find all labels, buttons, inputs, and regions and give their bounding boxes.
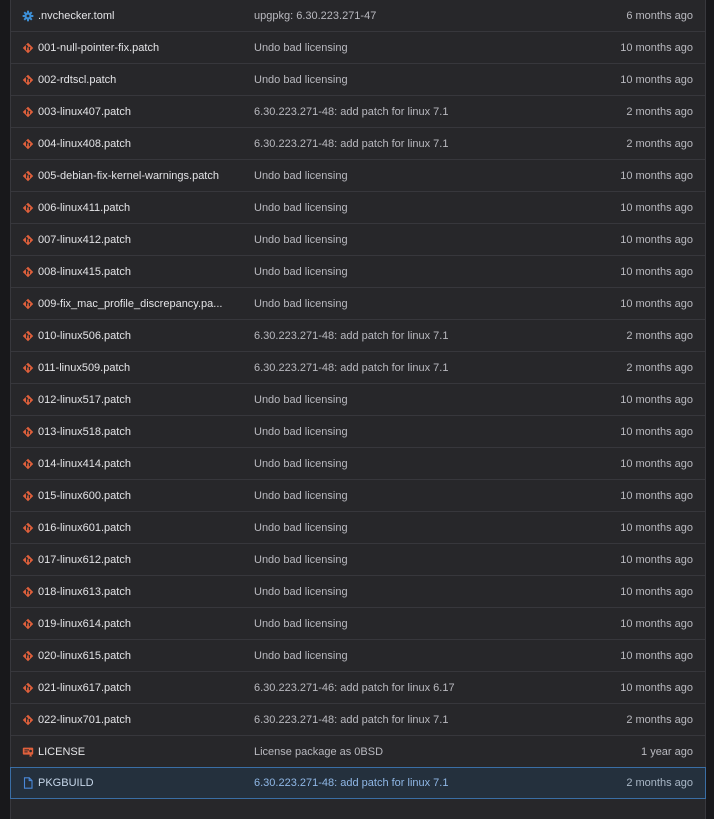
file-icon bbox=[22, 777, 34, 789]
commit-message-link[interactable]: Undo bad licensing bbox=[254, 521, 348, 534]
file-row[interactable] bbox=[11, 639, 705, 671]
commit-message-link[interactable]: 6.30.223.271-48: add patch for linux 7.1 bbox=[254, 361, 449, 374]
file-name-link[interactable]: 002-rdtscl.patch bbox=[38, 73, 117, 86]
file-row[interactable] bbox=[11, 703, 705, 735]
git-diff-icon bbox=[22, 362, 34, 374]
file-row[interactable] bbox=[11, 351, 705, 383]
file-name-link[interactable]: 014-linux414.patch bbox=[38, 457, 131, 470]
commit-time: 2 months ago bbox=[626, 105, 693, 118]
file-name-link[interactable]: 004-linux408.patch bbox=[38, 137, 131, 150]
commit-time: 10 months ago bbox=[620, 649, 693, 662]
git-diff-icon bbox=[22, 298, 34, 310]
license-icon bbox=[22, 746, 34, 758]
commit-time: 2 months ago bbox=[626, 329, 693, 342]
commit-time: 10 months ago bbox=[620, 265, 693, 278]
commit-message-link[interactable]: 6.30.223.271-48: add patch for linux 7.1 bbox=[254, 713, 449, 726]
commit-message-link[interactable]: Undo bad licensing bbox=[254, 553, 348, 566]
commit-message-link[interactable]: Undo bad licensing bbox=[254, 649, 348, 662]
file-name-link[interactable]: 022-linux701.patch bbox=[38, 713, 131, 726]
commit-message-link[interactable]: Undo bad licensing bbox=[254, 41, 348, 54]
file-row[interactable] bbox=[11, 191, 705, 223]
git-diff-icon bbox=[22, 394, 34, 406]
file-name-link[interactable]: 008-linux415.patch bbox=[38, 265, 131, 278]
commit-time: 10 months ago bbox=[620, 681, 693, 694]
file-row[interactable] bbox=[11, 543, 705, 575]
commit-message-link[interactable]: Undo bad licensing bbox=[254, 489, 348, 502]
git-diff-icon bbox=[22, 330, 34, 342]
git-diff-icon bbox=[22, 426, 34, 438]
commit-message-link[interactable]: 6.30.223.271-48: add patch for linux 7.1 bbox=[254, 329, 449, 342]
commit-message-link[interactable]: upgpkg: 6.30.223.271-47 bbox=[254, 9, 377, 22]
commit-message-link[interactable]: Undo bad licensing bbox=[254, 425, 348, 438]
commit-message-link[interactable]: Undo bad licensing bbox=[254, 169, 348, 182]
commit-message-link[interactable]: Undo bad licensing bbox=[254, 617, 348, 630]
git-diff-icon bbox=[22, 554, 34, 566]
file-name-link[interactable]: 021-linux617.patch bbox=[38, 681, 131, 694]
commit-time: 2 months ago bbox=[626, 777, 693, 789]
file-name-link[interactable]: 005-debian-fix-kernel-warnings.patch bbox=[38, 169, 219, 182]
commit-time: 10 months ago bbox=[620, 553, 693, 566]
commit-time: 10 months ago bbox=[620, 201, 693, 214]
file-row[interactable] bbox=[11, 671, 705, 703]
git-diff-icon bbox=[22, 618, 34, 630]
file-row[interactable] bbox=[11, 63, 705, 95]
file-row[interactable] bbox=[11, 223, 705, 255]
file-row[interactable] bbox=[11, 287, 705, 319]
commit-message-link[interactable]: Undo bad licensing bbox=[254, 73, 348, 86]
commit-message-link[interactable]: 6.30.223.271-48: add patch for linux 7.1 bbox=[254, 105, 449, 118]
git-diff-icon bbox=[22, 586, 34, 598]
git-diff-icon bbox=[22, 42, 34, 54]
file-row[interactable] bbox=[11, 95, 705, 127]
git-diff-icon bbox=[22, 266, 34, 278]
file-row[interactable] bbox=[11, 0, 705, 31]
commit-message-link[interactable]: License package as 0BSD bbox=[254, 745, 384, 758]
file-row[interactable] bbox=[11, 607, 705, 639]
file-name-link[interactable]: 015-linux600.patch bbox=[38, 489, 131, 502]
file-name-link[interactable]: 001-null-pointer-fix.patch bbox=[38, 41, 160, 54]
commit-time: 2 months ago bbox=[626, 361, 693, 374]
git-diff-icon bbox=[22, 74, 34, 86]
file-row[interactable] bbox=[11, 447, 705, 479]
commit-message-link[interactable]: Undo bad licensing bbox=[254, 585, 348, 598]
file-name-link[interactable]: 009-fix_mac_profile_discrepancy.pa... bbox=[38, 297, 223, 310]
git-diff-icon bbox=[22, 522, 34, 534]
file-row[interactable] bbox=[11, 735, 705, 767]
file-name-link[interactable]: 010-linux506.patch bbox=[38, 329, 131, 342]
commit-message-link[interactable]: 6.30.223.271-46: add patch for linux 6.17 bbox=[254, 681, 455, 694]
commit-time: 10 months ago bbox=[620, 457, 693, 470]
git-diff-icon bbox=[22, 714, 34, 726]
file-row[interactable] bbox=[11, 159, 705, 191]
file-row[interactable] bbox=[11, 479, 705, 511]
commit-time: 10 months ago bbox=[620, 297, 693, 310]
file-name-link[interactable]: 019-linux614.patch bbox=[38, 617, 131, 630]
file-row[interactable] bbox=[11, 127, 705, 159]
commit-message-link[interactable]: Undo bad licensing bbox=[254, 297, 348, 310]
file-name-link[interactable]: 007-linux412.patch bbox=[38, 233, 131, 246]
file-name-link[interactable]: .nvchecker.toml bbox=[38, 9, 115, 22]
commit-message-link[interactable]: Undo bad licensing bbox=[254, 233, 348, 246]
commit-message-link[interactable]: Undo bad licensing bbox=[254, 393, 348, 406]
file-name-link[interactable]: LICENSE bbox=[38, 745, 86, 758]
commit-time: 10 months ago bbox=[620, 489, 693, 502]
commit-message-link[interactable]: 6.30.223.271-48: add patch for linux 7.1 bbox=[254, 137, 449, 150]
file-row[interactable] bbox=[11, 255, 705, 287]
commit-time: 10 months ago bbox=[620, 585, 693, 598]
commit-message-link[interactable]: Undo bad licensing bbox=[254, 201, 348, 214]
commit-message-link[interactable]: 6.30.223.271-48: add patch for linux 7.1 bbox=[254, 777, 449, 789]
commit-time: 10 months ago bbox=[620, 425, 693, 438]
git-diff-icon bbox=[22, 234, 34, 246]
file-name-link[interactable]: 017-linux612.patch bbox=[38, 553, 131, 566]
commit-time: 10 months ago bbox=[620, 41, 693, 54]
git-diff-icon bbox=[22, 682, 34, 694]
file-row[interactable] bbox=[11, 415, 705, 447]
file-name-link[interactable]: 016-linux601.patch bbox=[38, 521, 131, 534]
file-name-link[interactable]: 020-linux615.patch bbox=[38, 649, 131, 662]
file-name-link[interactable]: 006-linux411.patch bbox=[38, 201, 131, 214]
git-diff-icon bbox=[22, 170, 34, 182]
commit-message-link[interactable]: Undo bad licensing bbox=[254, 457, 348, 470]
file-row[interactable] bbox=[11, 319, 705, 351]
file-row[interactable] bbox=[11, 383, 705, 415]
commit-time: 10 months ago bbox=[620, 233, 693, 246]
git-diff-icon bbox=[22, 202, 34, 214]
gear-icon bbox=[22, 10, 34, 22]
commit-time: 10 months ago bbox=[620, 73, 693, 86]
commit-time: 10 months ago bbox=[620, 521, 693, 534]
file-row[interactable] bbox=[11, 511, 705, 543]
commit-time: 10 months ago bbox=[620, 393, 693, 406]
commit-message-link[interactable]: Undo bad licensing bbox=[254, 265, 348, 278]
file-name-link[interactable]: 018-linux613.patch bbox=[38, 585, 131, 598]
file-name-link[interactable]: 012-linux517.patch bbox=[38, 393, 131, 406]
git-diff-icon bbox=[22, 106, 34, 118]
file-name-link[interactable]: PKGBUILD bbox=[38, 777, 94, 789]
git-diff-icon bbox=[22, 650, 34, 662]
file-list bbox=[10, 0, 706, 819]
commit-time: 6 months ago bbox=[626, 9, 693, 22]
commit-time: 2 months ago bbox=[626, 713, 693, 726]
file-name-link[interactable]: 013-linux518.patch bbox=[38, 425, 131, 438]
commit-time: 10 months ago bbox=[620, 617, 693, 630]
file-name-link[interactable]: 011-linux509.patch bbox=[38, 361, 131, 374]
commit-time: 1 year ago bbox=[641, 745, 693, 758]
commit-time: 2 months ago bbox=[626, 137, 693, 150]
file-row[interactable] bbox=[11, 575, 705, 607]
commit-time: 10 months ago bbox=[620, 169, 693, 182]
git-diff-icon bbox=[22, 138, 34, 150]
file-name-link[interactable]: 003-linux407.patch bbox=[38, 105, 131, 118]
file-row[interactable] bbox=[11, 31, 705, 63]
git-diff-icon bbox=[22, 458, 34, 470]
file-row[interactable] bbox=[10, 767, 706, 799]
git-diff-icon bbox=[22, 490, 34, 502]
